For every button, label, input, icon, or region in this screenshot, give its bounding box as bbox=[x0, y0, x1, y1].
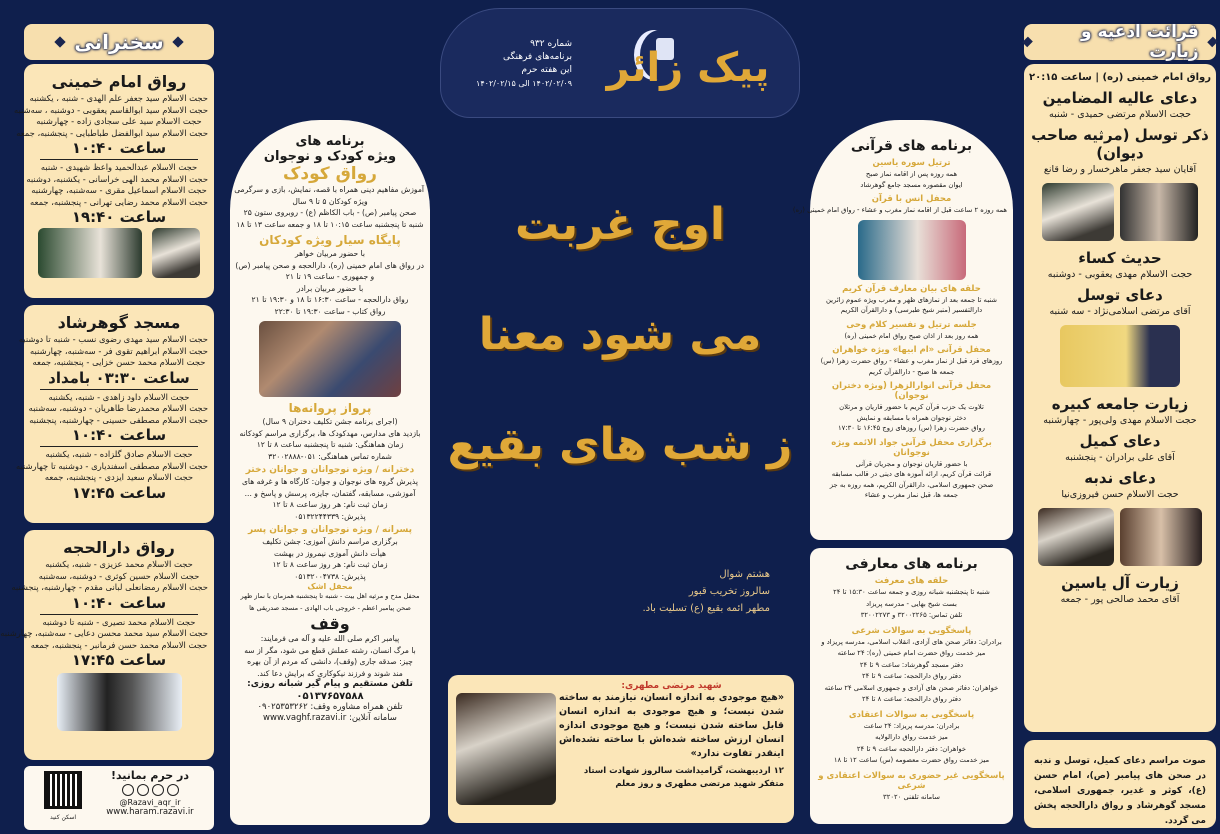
info-line: ایوان مقصوره مسجد جامع گوهرشاد bbox=[860, 180, 963, 189]
website-link[interactable]: www.haram.razavi.ir bbox=[106, 807, 194, 817]
lecturer: حجت الاسلام سید ابوالفضل طباطبایی - پنجشنبه، جمعه bbox=[16, 127, 208, 138]
info-line: شنبه تا پنجشنبه ساعت ۱۰:۱۵ تا ۱۸ و جمعه ساعت ۱۳ تا ۱۸ bbox=[236, 219, 424, 229]
social-footer bbox=[24, 766, 214, 830]
eitaa-icon[interactable] bbox=[137, 784, 149, 796]
prayer-title: ذکر توسل (مرثیه صاحب دیوان) bbox=[1031, 126, 1209, 162]
info-line: تلفن تماس: ۳۲۰۰۲۲۶۵ و ۳۲۰۰۲۲۷۳ bbox=[860, 611, 963, 619]
section-title: حلقه های بیان معارف قرآن کریم bbox=[842, 283, 981, 294]
lecturer: حجت الاسلام محمد نصیری - شنبه تا دوشنبه bbox=[42, 616, 196, 627]
lecturer: حجت الاسلام عبدالحمید واعظ شهیدی - شنبه bbox=[40, 162, 198, 172]
prayer-performer: آقای مرتضی اسلامی‌نژاد - سه شنبه bbox=[1049, 306, 1191, 317]
prayers-header bbox=[1024, 24, 1216, 60]
lecturer: حجت الاسلام سید جعفر علم الهدی - شنبه ، یکشنبه bbox=[29, 93, 208, 103]
reciter-photo bbox=[1038, 508, 1114, 566]
info-line: برنامه‌های فرهنگی bbox=[503, 52, 572, 62]
section-title: پایگاه سیار ویژه کودکان bbox=[259, 233, 401, 247]
info-line: پذیرش گروه های نوجوان و جوان: کارگاه ها و غرفه های bbox=[241, 477, 418, 486]
session-time: ساعت ۱۷:۴۵ bbox=[71, 651, 167, 669]
lecturer: حجت الاسلام رمضانعلی لبانی مقدم - چهارشنبه، پنجشنبه bbox=[11, 582, 208, 592]
photo-row bbox=[1028, 183, 1212, 241]
session-time: ساعت ۱۷:۴۵ bbox=[71, 483, 167, 502]
lecturer: حجت الاسلام سید علی سجادی زاده - چهارشنبه bbox=[36, 116, 202, 126]
occasion-line: هشتم شوال bbox=[719, 569, 770, 580]
info-line: آموزش مفاهیم دینی همراه با قصه، نمایش، بازی و سرگرمی bbox=[234, 185, 424, 194]
section-title: سخنرانی bbox=[74, 30, 164, 54]
lecturer: حجت الاسلام محمد الهی خراسانی - یکشنبه، دوشنبه bbox=[26, 173, 208, 184]
info-line: دفتر رواق دارالحجه: ساعت ۸ تا ۲۴ bbox=[861, 695, 962, 703]
info-line: این هفته حرم bbox=[521, 65, 572, 75]
info-line: خواهران: دفتر دارالحجه ساعت ۹ تا ۲۴ bbox=[856, 744, 967, 753]
info-line: میز خدمت رواق حضرت امام خمینی (ره): ۲۴ ساعته bbox=[837, 649, 986, 657]
divider bbox=[40, 614, 198, 615]
masthead-info bbox=[452, 38, 572, 90]
info-line: تلاوت یک حزب قرآن کریم با حضور قاریان و مرتلان bbox=[839, 403, 984, 411]
phone-label: تلفن مستقیم و پیام گیر شبانه روزی: bbox=[247, 679, 413, 689]
calligraphy bbox=[440, 170, 800, 500]
phone-number[interactable]: ۰۵۱۳۷۶۵۷۵۸۸ bbox=[296, 690, 364, 702]
section-title: رواق کودک bbox=[283, 164, 377, 184]
section-title: پرواز پروانه‌ها bbox=[288, 401, 372, 415]
info-line: با حضور قاریان نوجوان و مجریان قرآنی bbox=[855, 459, 968, 468]
occasion-line: مطهر ائمه بقیع (ع) تسلیت باد. bbox=[642, 603, 770, 614]
divider bbox=[40, 446, 198, 447]
section-title: جلسه ترتیل و تفسیر کلام وحی bbox=[846, 319, 977, 330]
info-line: هیأت دانش آموزی نیمروز در بهشت bbox=[273, 548, 387, 558]
footer-title: در حرم بمانید! bbox=[110, 769, 190, 782]
info-line: برادران: دفاتر صحن های آزادی، انقلاب اسلامی، مدرسه پریزاد و bbox=[821, 637, 1002, 646]
panel-title: برنامه های قرآنی bbox=[850, 138, 973, 154]
session-time: ساعت ۰۳:۳۰ بامداد bbox=[48, 368, 190, 387]
lecturer: حجت الاسلام سید محمد محسن دعایی - سه‌شنبه، چهارشنبه bbox=[0, 628, 208, 638]
lecturer: حجت الاسلام مصطفی اسفندیاری - دوشنبه تا چهارشنبه bbox=[15, 460, 208, 471]
prayer-performer: آقایان سید جعفر ماهرخسار و رضا قانع bbox=[1043, 164, 1197, 175]
waqf-title: وقف bbox=[310, 614, 350, 633]
info-line: پذیرش: ۰۵۱۳۲۰۰۴۷۳۸ bbox=[294, 571, 366, 581]
quote-author: شهید مرتضی مطهری: bbox=[621, 681, 722, 691]
mobile-number[interactable]: تلفن همراه مشاوره وقف: ۰۹۰۲۵۳۵۳۲۶۲ bbox=[257, 701, 403, 712]
info-line: زمان هماهنگی: شنبه تا پنجشنبه ساعت ۸ تا ۱۲ bbox=[256, 440, 404, 449]
lecturer: حجت الاسلام سعید ایزدی - پنجشنبه، جمعه bbox=[44, 472, 194, 482]
panel-title: ویژه کودک و نوجوان bbox=[263, 149, 397, 164]
info-line: چیز: صدقه جاری (وقف)، دانشی که مردم از آن بهره bbox=[247, 657, 413, 666]
divider bbox=[40, 159, 198, 160]
prayer-title: دعای عالیه المضامین bbox=[1042, 89, 1198, 107]
info-line: رواق کتاب - ساعت ۱۹:۳۰ تا ۲۲:۳۰ bbox=[274, 306, 386, 316]
kids-photo bbox=[259, 321, 401, 397]
section-title: محفل قرآنی انوارالزهرا (ویژه دختران نوجوان) bbox=[831, 381, 992, 401]
qr-code[interactable] bbox=[44, 771, 82, 809]
qr-label: اسکن کنید bbox=[49, 814, 77, 821]
info-line: در رواق های امام خمینی (ره)، دارالحجه و صحن پیامبر (ص) bbox=[235, 260, 424, 270]
info-line: آموزشی، مسابقه، گفتمان، جایزه، پرسش و پاسخ و ... bbox=[244, 488, 416, 498]
quote-box bbox=[448, 675, 794, 823]
calligraphy-line: اوج غربت bbox=[515, 199, 725, 250]
telegram-icon[interactable] bbox=[152, 784, 164, 796]
info-line: صحن پیامبر (ص) - باب الکاظم (ع) - روبروی ستون ۲۵ bbox=[243, 208, 417, 217]
info-line: پذیرش: ۰۵۱۳۲۲۴۴۳۳۹ bbox=[294, 511, 366, 521]
lecturer: حجت الاسلام سید ابوالقاسم یعقوبی - دوشنبه ، سه‌شنبه bbox=[14, 104, 208, 115]
info-line: بازدید های مدارس، مهدکودک ها، برگزاری مراسم کودکانه bbox=[239, 428, 421, 438]
info-line: شنبه تا جمعه بعد از نمازهای ظهر و مغرب ویژه عموم زائرین bbox=[826, 295, 997, 304]
prayer-title: زیارت آل یاسین bbox=[1061, 574, 1179, 592]
lecturer: حجت الاسلام محمد حسن فرمانبر - پنجشنبه، جمعه bbox=[30, 639, 208, 650]
info-line: میز خدمت رواق حضرت معصومه (س) ساعت ۱۲ تا ۱۸ bbox=[833, 756, 990, 764]
lecturer: حجت الاسلام حسین کوثری - دوشنبه، سه‌شنبه bbox=[38, 570, 200, 581]
info-line: جمعه ها صبح - دارالقرآن کریم bbox=[868, 367, 955, 376]
issue-dates: ۱۴۰۲/۰۲/۰۹ الی ۱۴۰۲/۰۲/۱۵ bbox=[476, 79, 572, 88]
social-handle[interactable]: @Razavi_aqr_ir bbox=[119, 798, 181, 807]
prayer-performer: حجت الاسلام حسن فیروزی‌نیا bbox=[1061, 489, 1179, 500]
venue-time: رواق امام خمینی (ره) | ساعت ۲۰:۱۵ bbox=[1028, 72, 1211, 83]
panel-title: برنامه های bbox=[295, 134, 365, 149]
reciter-photo bbox=[1120, 183, 1198, 241]
speaker-photo bbox=[38, 228, 142, 278]
lecturer: حجت الاسلام صادق گلزاده - شنبه، یکشنبه bbox=[45, 449, 193, 459]
info-line: برادران: مدرسه پریزاد: ۲۴ ساعت bbox=[863, 721, 960, 730]
session-time: ساعت ۱۰:۴۰ bbox=[71, 139, 167, 157]
prayer-title: حدیث کساء bbox=[1078, 249, 1162, 267]
info-line: برگزاری مراسم دانش آموزی: جشن تکلیف bbox=[262, 537, 398, 546]
info-line: همه روزه ۲ ساعت قبل از اقامه نماز مغرب و عشاء - رواق امام خمینی (ره) bbox=[792, 206, 1007, 214]
prayer-performer: آقای علی برادران - پنجشنبه bbox=[1065, 452, 1175, 463]
lecturer: حجت الاسلام مصطفی حسینی - چهارشنبه، پنجشنبه bbox=[29, 414, 208, 425]
occasion-line: سالروز تخریب قبور bbox=[688, 586, 770, 597]
section-title: قرائت ادعیه و زیارت bbox=[1080, 22, 1199, 62]
photo-row bbox=[1028, 508, 1212, 566]
prayer-performer: حجت الاسلام مهدی یعقوبی - دوشنبه bbox=[1047, 269, 1193, 280]
info-line: میز خدمت رواق دارالولایه bbox=[875, 733, 948, 741]
motahari-photo bbox=[456, 693, 556, 805]
info-line: خواهران: دفاتر صحن های آزادی و جمهوری اسلامی ۲۴ ساعته bbox=[824, 683, 999, 692]
info-line: با حضور مربیان خواهر bbox=[294, 249, 365, 258]
session-time: ساعت ۱۰:۴۰ bbox=[71, 593, 167, 612]
prayer-title: دعای توسل bbox=[1077, 286, 1163, 304]
section-title: ترتیل سوره یاسین bbox=[872, 158, 951, 168]
info-line: قرائت قرآن کریم، ارائه آموزه های دینی در قالب مسابقه bbox=[831, 470, 992, 478]
lecturer: حجت الاسلام محمد عزیزی - شنبه، یکشنبه bbox=[45, 559, 193, 569]
lecturer: حجت الاسلام محمد حسن خزایی - پنجشنبه، جمعه bbox=[32, 357, 206, 367]
info-line: رواق حضرت زهرا (س) روزهای زوج ۱۶:۴۵ تا ۱۷:۳۰ bbox=[838, 424, 985, 432]
info-line: صحن جمهوری اسلامی، دارالقرآن الکریم، همه روزه به جز bbox=[829, 480, 994, 489]
lecturer: حجت الاسلام محمدرضا طاهریان - دوشنبه، سه‌شنبه bbox=[28, 403, 208, 413]
info-line: شماره تماس هماهنگی: ۰۵۱-۳۲۰۰۲۸۸۸ bbox=[268, 451, 392, 461]
panel-title: رواق امام خمینی bbox=[51, 72, 187, 91]
quran-programs-panel bbox=[792, 120, 1013, 540]
info-line: ویژه کودکان ۵ تا ۹ سال bbox=[292, 196, 368, 206]
panel-title: برنامه های معارفی bbox=[845, 556, 978, 572]
info-line: (اجرای برنامه جشن تکلیف دختران ۹ سال) bbox=[262, 417, 398, 426]
section-title: پاسخگویی غیر حضوری به سوالات اعتقادی و شرعی bbox=[818, 770, 1005, 791]
info-line: دارالتفسیر (منبر شیخ طبرسی) و دارالقرآن الکریم bbox=[840, 306, 983, 314]
issue-number: شماره ۹۳۲ bbox=[530, 39, 572, 49]
prayer-title: زیارت جامعه کبیره bbox=[1051, 395, 1189, 413]
instagram-icon[interactable] bbox=[167, 784, 179, 796]
section-title: حلقه های معرفت bbox=[874, 576, 949, 586]
speaker-photo bbox=[57, 673, 182, 731]
logo-title: پیک زائر bbox=[606, 45, 770, 91]
prayers-panel bbox=[1024, 64, 1216, 732]
occasion-text bbox=[580, 566, 770, 617]
panel-darolhojjeh bbox=[0, 530, 214, 760]
panel-goharshad bbox=[15, 305, 214, 523]
info-line: دفتر رواق دارالحجه: ساعت ۹ تا ۲۴ bbox=[861, 672, 962, 680]
section-title: دخترانه / ویژه نوجوانان و جوانان دختر bbox=[245, 465, 415, 475]
session-time: ساعت ۱۰:۴۰ bbox=[71, 426, 167, 444]
lectures-header bbox=[24, 24, 214, 60]
session-time: ساعت ۱۹:۴۰ bbox=[71, 208, 167, 226]
calligraphy-line: می شود معنا bbox=[478, 309, 762, 360]
speaker-photo bbox=[152, 228, 200, 278]
info-line: مند شوند و فرزند نیکوکاری که برایش دعا کند. bbox=[257, 668, 403, 678]
broadcast-text: صوت مراسم دعای کمیل، توسل و ندبه در صحن های پیامبر (ص)، امام حسن (ع)، کوثر و غدیر، جمهوری اسلامی، مسجد گوهرشاد و رواق دارالحجه پخش می گردد. bbox=[1034, 756, 1206, 826]
info-line: دختر نوجوان همراه با مسابقه و نمایش bbox=[856, 413, 967, 422]
section-title: برگزاری محفل قرآنی جواد الائمه ویژه نوجوانان bbox=[831, 437, 992, 458]
rubika-icon[interactable] bbox=[122, 784, 134, 796]
waqf-website-link[interactable]: سامانه آنلاین: www.vaghf.razavi.ir bbox=[263, 713, 397, 723]
section-title: پاسخگویی به سوالات اعتقادی bbox=[848, 709, 975, 720]
info-line: روزهای فرد قبل از نماز مغرب و عشاء - رواق حضرت زهرا (س) bbox=[820, 357, 1003, 365]
info-line: صحن پیامبر اعظم - خروجی باب الهادی - مسجد صدریقی ها bbox=[249, 603, 411, 612]
lecturer: حجت الاسلام داود زاهدی - شنبه، یکشنبه bbox=[48, 391, 190, 402]
info-line: جمعه ها، قبل نماز مغرب و عشاء bbox=[864, 491, 959, 499]
info-line: با مرگ انسان، رشته عملش قطع می شود، مگر از سه bbox=[244, 645, 416, 655]
info-line: رواق دارالحجه - ساعت ۱۶:۳۰ تا ۱۸ و ۱۹:۳۰ تا ۲۱ bbox=[251, 295, 409, 304]
panel-title: مسجد گوهرشاد bbox=[57, 313, 181, 332]
section-title: پاسخگویی به سوالات شرعی bbox=[851, 625, 972, 636]
lecturer: حجت الاسلام اسماعیل مقری - سه‌شنبه، چهارشنبه bbox=[31, 185, 207, 195]
reciter-photo bbox=[1120, 508, 1202, 566]
panel-imam-khomeini bbox=[14, 64, 214, 298]
panel-title: رواق دارالحجه bbox=[63, 538, 175, 557]
info-line: دفتر مسجد گوهرشاد: ساعت ۹ تا ۲۴ bbox=[859, 660, 964, 669]
kids-programs-panel bbox=[230, 120, 430, 825]
info-line: با حضور مربیان برادر bbox=[296, 283, 364, 293]
prayer-performer: آقای محمد صالحی پور - جمعه bbox=[1060, 594, 1180, 605]
info-line: زمان ثبت نام: هر روز ساعت ۸ تا ۱۲ bbox=[272, 500, 388, 509]
quote-text: «هیچ موجودی به اندازه انسان، نیازمند به ساخته شدن نیست؛ و هیچ موجودی به اندازه انسان قابل ساخته شدن نیست؛ و هیچ موجودی اندازه انسان ارزش ساخته شده‌اش با ساخته نشده‌اش اینقدر تفاوت ندارد» bbox=[559, 692, 784, 759]
info-line: پیامبر اکرم صلی الله علیه و آله می فرمایند: bbox=[260, 634, 400, 643]
broadcast-note bbox=[1024, 740, 1216, 828]
lecturer: حجت الاسلام محمد رضایی تهرانی - پنجشنبه، جمعه bbox=[30, 196, 208, 207]
section-title: پسرانه / ویژه نوجوانان و جوانان پسر bbox=[247, 525, 413, 535]
prayer-performer: حجت الاسلام مرتضی حمیدی - شنبه bbox=[1049, 109, 1191, 120]
info-line: سامانه تلفنی ۳۲۰۲۰ bbox=[883, 792, 940, 801]
info-line: زمان ثبت نام: هر روز ساعت ۸ تا ۱۲ bbox=[272, 560, 388, 569]
reciter-photo bbox=[1042, 183, 1114, 241]
maaref-programs-panel bbox=[810, 548, 1013, 824]
info-line: بست شیخ بهایی - مدرسه پریزاد bbox=[866, 599, 957, 608]
section-title: محفل اشک bbox=[307, 582, 353, 591]
prayer-performer: حجت الاسلام مهدی ولی‌پور - چهارشنبه bbox=[1043, 415, 1197, 426]
quran-reciter-photo bbox=[858, 220, 966, 280]
quote-note: ۱۲ اردیبهشت، گرامیداشت سالروز شهادت استاد متفکر شهید مرتضی مطهری و روز معلم bbox=[583, 766, 784, 789]
lecturer: حجت الاسلام سید مهدی رضوی نسب - شنبه تا دوشنبه bbox=[18, 334, 208, 344]
info-line: شنبه تا پنجشنبه شبانه روزی و جمعه ساعت ۱۵:۳۰ تا ۲۴ bbox=[833, 588, 990, 596]
section-title: محفل قرآنی «ام ابیها» ویژه خواهران bbox=[832, 345, 991, 355]
info-line: محفل مدح و مرثیه اهل بیت - شنبه تا پنجشنبه همزمان با نماز ظهر bbox=[240, 592, 420, 600]
reciter-photo bbox=[1060, 325, 1180, 387]
calligraphy-line: ز شب های بقیع bbox=[447, 419, 793, 470]
info-line: همه روزه پس از اقامه نماز صبح bbox=[865, 170, 958, 178]
prayer-title: دعای ندبه bbox=[1084, 469, 1156, 487]
info-line: همه روز بعد از اذان صبح رواق امام خمینی (ره) bbox=[844, 331, 979, 340]
divider bbox=[40, 389, 198, 390]
info-line: و جمهوری - ساعت ۱۹ تا ۲۱ bbox=[285, 272, 375, 281]
prayer-title: دعای کمیل bbox=[1079, 432, 1161, 450]
lecturer: حجت الاسلام ابراهیم تقوی فر - سه‌شنبه، چهارشنبه bbox=[30, 345, 208, 356]
section-title: محفل انس با قرآن bbox=[871, 194, 952, 204]
